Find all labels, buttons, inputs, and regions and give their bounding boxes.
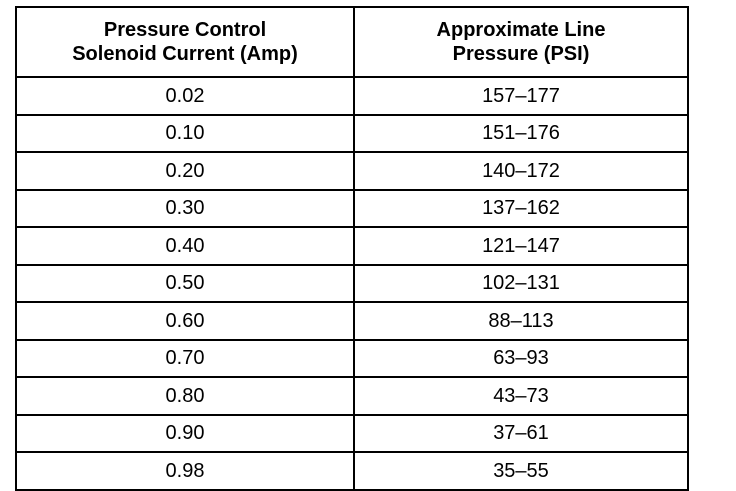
- pressure-cell: 157–177: [354, 77, 688, 115]
- header-line-pressure-line2: Pressure (PSI): [452, 43, 590, 65]
- pressure-cell: 140–172: [354, 152, 688, 190]
- pressure-table: [15, 6, 689, 491]
- pressure-cell: 35–55: [354, 452, 688, 490]
- pressure-cell: 37–61: [354, 415, 688, 453]
- table-row: [16, 415, 688, 453]
- table-row: [16, 190, 688, 228]
- table-row: [16, 227, 688, 265]
- table-row: [16, 152, 688, 190]
- table-row: [16, 340, 688, 378]
- current-cell: 0.20: [16, 152, 354, 190]
- table-header-row: [16, 7, 688, 77]
- pressure-cell: 102–131: [354, 265, 688, 303]
- header-solenoid-current-line2: Solenoid Current (Amp): [72, 43, 298, 65]
- current-cell: 0.70: [16, 340, 354, 378]
- current-cell: 0.98: [16, 452, 354, 490]
- current-cell: 0.90: [16, 415, 354, 453]
- table-row: [16, 77, 688, 115]
- header-solenoid-current-line1: Pressure Control: [103, 19, 267, 41]
- table-row: [16, 265, 688, 303]
- current-cell: 0.10: [16, 115, 354, 153]
- header-line-pressure-line1: Approximate Line: [436, 19, 606, 41]
- current-cell: 0.02: [16, 77, 354, 115]
- header-solenoid-current: [16, 7, 354, 77]
- header-line-pressure: [354, 7, 688, 77]
- pressure-cell: 63–93: [354, 340, 688, 378]
- current-cell: 0.80: [16, 377, 354, 415]
- current-cell: 0.40: [16, 227, 354, 265]
- table-row: [16, 115, 688, 153]
- current-cell: 0.60: [16, 302, 354, 340]
- pressure-cell: 137–162: [354, 190, 688, 228]
- pressure-cell: 88–113: [354, 302, 688, 340]
- table-row: [16, 452, 688, 490]
- pressure-cell: 43–73: [354, 377, 688, 415]
- table-row: [16, 302, 688, 340]
- pressure-cell: 121–147: [354, 227, 688, 265]
- current-cell: 0.30: [16, 190, 354, 228]
- current-cell: 0.50: [16, 265, 354, 303]
- pressure-cell: 151–176: [354, 115, 688, 153]
- table-row: [16, 377, 688, 415]
